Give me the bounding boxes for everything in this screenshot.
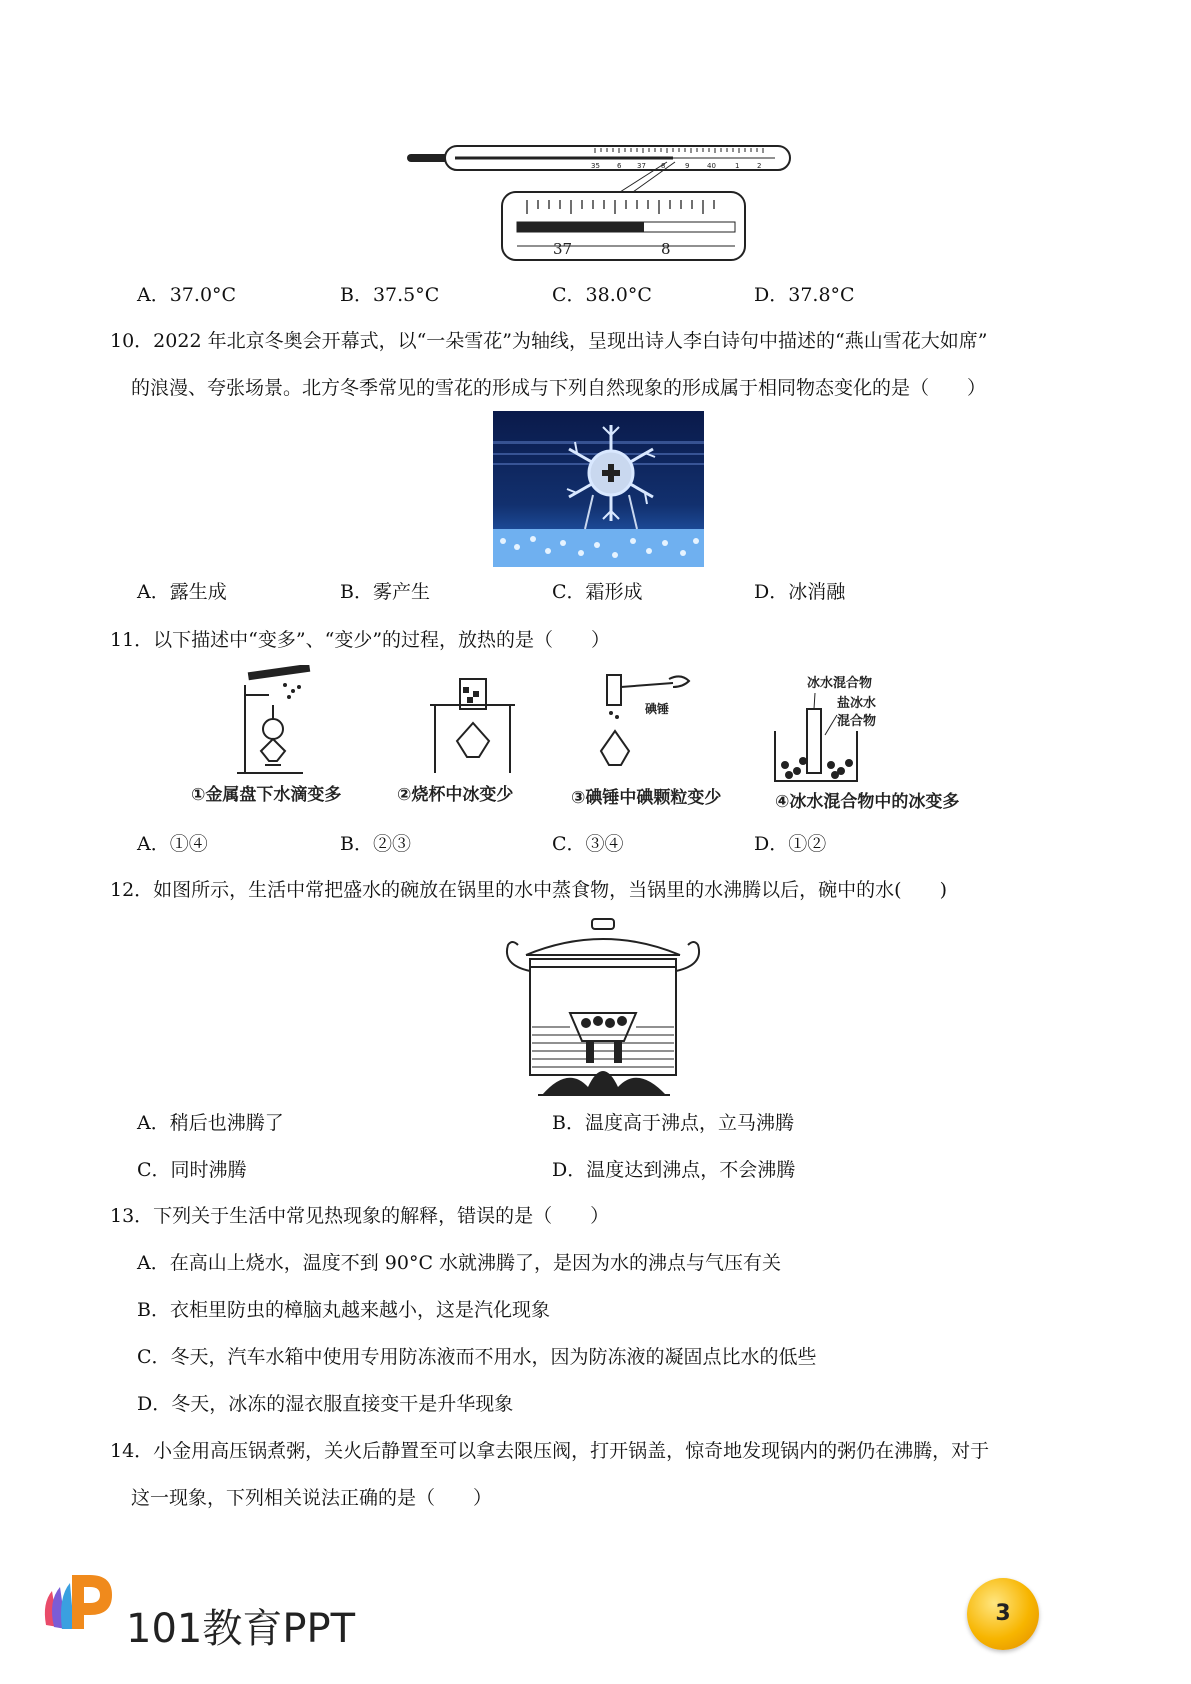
fig4-label-mixture: 冰水混合物 (807, 676, 873, 691)
q12-option-c[interactable]: C．同时沸腾 (137, 1159, 247, 1181)
fig1-metal-plate (237, 665, 309, 773)
q11-option-c[interactable]: C．③④ (552, 833, 624, 855)
q12-option-d[interactable]: D．温度达到沸点，不会沸腾 (552, 1159, 796, 1181)
q10-option-d[interactable]: D．冰消融 (754, 581, 846, 603)
q12-option-b[interactable]: B．温度高于沸点，立马沸腾 (552, 1112, 794, 1134)
q13-option-a[interactable]: A．在高山上烧水，温度不到 90°C 水就沸腾了，是因为水的沸点与气压有关 (137, 1252, 782, 1274)
phase-change-figure (185, 665, 1015, 817)
scale-label: 40 (707, 162, 716, 170)
q9-option-d[interactable]: D．37.8°C (754, 284, 855, 306)
q12-stem: 12．如图所示，生活中常把盛水的碗放在锅里的水中蒸食物，当锅里的水沸腾以后，碗中的水( ) (110, 879, 948, 901)
page-number-badge: 3 (967, 1578, 1039, 1650)
fig4-label-saltice: 盐冰水 (837, 696, 877, 711)
q14-stem-line1: 14．小金用高压锅煮粥，关火后静置至可以拿去限压阀，打开锅盖，惊奇地发现锅内的粥仍在沸腾，对于 (110, 1440, 990, 1462)
q9-option-a[interactable]: A．37.0°C (137, 284, 237, 306)
brand-name: 101教育PPT (126, 1606, 356, 1652)
pot-steaming-figure (498, 915, 708, 1097)
fig2-caption: ②烧杯中冰变少 (397, 785, 514, 805)
q14-stem-line2: 这一现象，下列相关说法正确的是（ ） (131, 1487, 493, 1509)
fig3-iodine-hammer (601, 675, 689, 765)
q13-stem: 13．下列关于生活中常见热现象的解释，错误的是（ ） (110, 1205, 610, 1227)
fig3-label: 碘锤 (645, 702, 670, 716)
fig1-caption: ①金属盘下水滴变多 (191, 785, 342, 805)
snowflake-photo (493, 411, 704, 567)
q11-option-a[interactable]: A．①④ (137, 833, 208, 855)
fig3-caption: ③碘锤中碘颗粒变少 (571, 788, 722, 808)
q11-option-d[interactable]: D．①② (754, 833, 827, 855)
q10-stem-line2: 的浪漫、夸张场景。北方冬季常见的雪花的形成与下列自然现象的形成属于相同物态变化的是（ ） (131, 377, 987, 399)
scale-label: 6 (617, 162, 622, 170)
q10-option-c[interactable]: C．霜形成 (552, 581, 643, 603)
scale-label: 1 (735, 162, 740, 170)
q12-option-a[interactable]: A．稍后也沸腾了 (137, 1112, 284, 1134)
q10-option-a[interactable]: A．露生成 (137, 581, 227, 603)
fig2-beaker (430, 679, 515, 773)
thermometer-figure (405, 142, 795, 267)
q13-option-b[interactable]: B．衣柜里防虫的樟脑丸越来越小，这是汽化现象 (137, 1299, 550, 1321)
scale-label: 9 (685, 162, 690, 170)
scale-label: 35 (591, 162, 600, 170)
brand-logo-icon (38, 1567, 118, 1637)
scale-label: 8 (661, 162, 666, 170)
q10-stem-line1: 10．2022 年北京冬奥会开幕式，以“一朵雪花”为轴线，呈现出诗人李白诗句中描述的“燕山雪花大如席” (110, 330, 988, 352)
scale-label: 37 (637, 162, 646, 170)
q10-option-b[interactable]: B．雾产生 (340, 581, 430, 603)
fig4-label-mixture2: 混合物 (837, 714, 877, 729)
q13-option-c[interactable]: C．冬天，汽车水箱中使用专用防冻液而不用水，因为防冻液的凝固点比水的低些 (137, 1346, 817, 1368)
fig4-caption: ④冰水混合物中的冰变多 (775, 792, 960, 812)
zoom-label-8: 8 (661, 240, 671, 258)
zoom-label-37: 37 (553, 240, 573, 258)
scale-label: 2 (757, 162, 762, 170)
q11-option-b[interactable]: B．②③ (340, 833, 411, 855)
q9-option-c[interactable]: C．38.0°C (552, 284, 652, 306)
q9-option-b[interactable]: B．37.5°C (340, 284, 440, 306)
q11-stem: 11．以下描述中“变多”、“变少”的过程，放热的是（ ） (110, 629, 611, 651)
q13-option-d[interactable]: D．冬天，冰冻的湿衣服直接变干是升华现象 (137, 1393, 514, 1415)
